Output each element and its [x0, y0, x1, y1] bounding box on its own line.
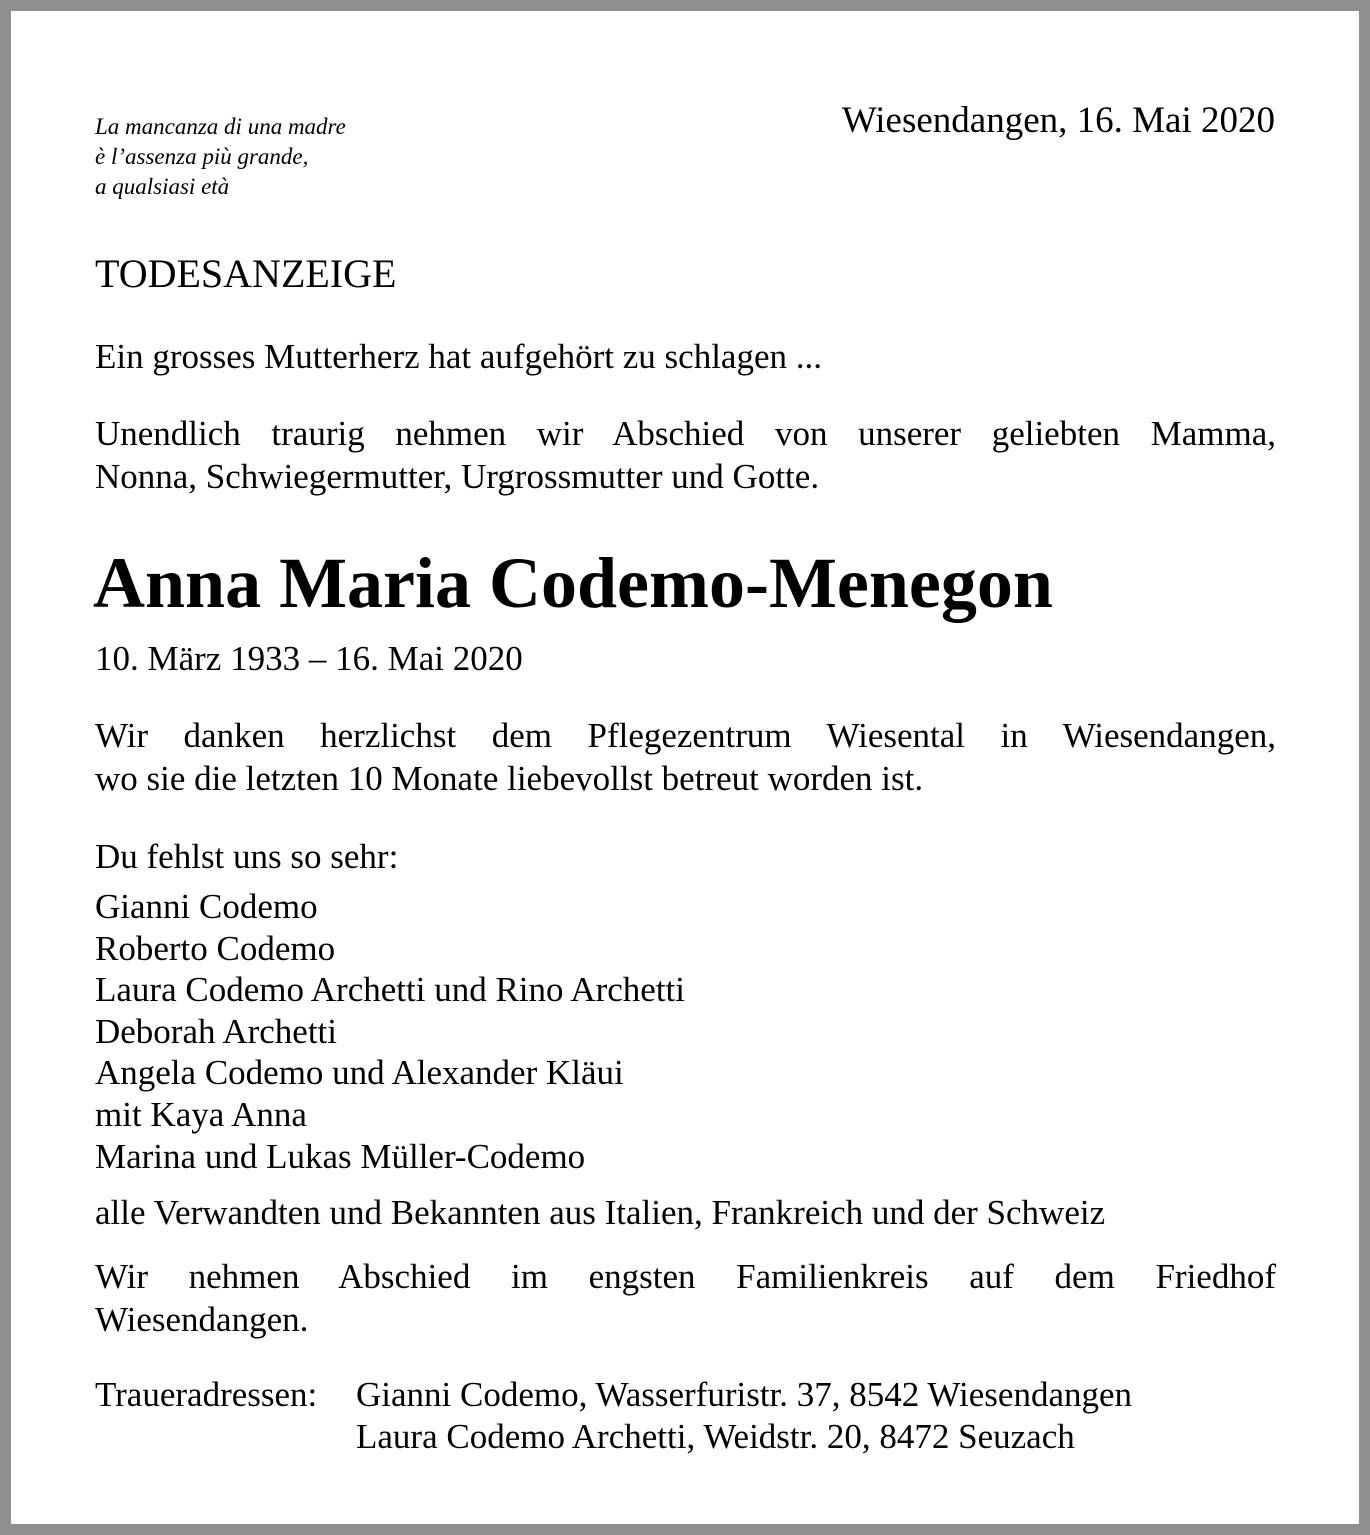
family-member: Laura Codemo Archetti und Rino Archetti [95, 970, 686, 1010]
relatives-line: alle Verwandten und Bekannten aus Italien, Frankreich und der Schweiz [95, 1193, 1106, 1232]
italian-motto [95, 112, 346, 202]
family-list [95, 886, 685, 1177]
family-member: Roberto Codemo [95, 928, 336, 968]
addresses-list [356, 1374, 1132, 1458]
family-member: Gianni Codemo [95, 887, 318, 926]
farewell-paragraph [95, 412, 1276, 498]
obituary-page [11, 11, 1359, 1524]
address-line: Gianni Codemo, Wasserfuristr. 37, 8542 Wiesendangen [356, 1375, 1133, 1414]
notice-heading: TODESANZEIGE [95, 251, 397, 296]
funeral-line: Wiesendangen. [95, 1300, 309, 1339]
funeral-paragraph [95, 1255, 1276, 1341]
family-member: mit Kaya Anna [95, 1094, 307, 1134]
farewell-line: Unendlich traurig nehmen wir Abschied von unserer geliebten Mamma, [95, 414, 1276, 453]
farewell-line: Nonna, Schwiegermutter, Urgrossmutter und Gotte. [95, 457, 820, 496]
address-line: Laura Codemo Archetti, Weidstr. 20, 8472 Seuzach [356, 1417, 1075, 1456]
life-dates: 10. März 1933 – 16. Mai 2020 [95, 639, 523, 678]
motto-line: La mancanza di una madre [95, 114, 346, 139]
thanks-paragraph [95, 714, 1276, 800]
thanks-line: wo sie die letzten 10 Monate liebevollst betreut worden ist. [95, 759, 924, 798]
thanks-line: Wir danken herzlichst dem Pflegezentrum Wiesental in Wiesendangen, [95, 716, 1276, 755]
motto-line: a qualsiasi età [95, 174, 230, 199]
place-date: Wiesendangen, 16. Mai 2020 [841, 100, 1275, 141]
deceased-name: Anna Maria Codemo-Menegon [93, 543, 1053, 623]
family-member: Angela Codemo und Alexander Kläui [95, 1053, 624, 1093]
addresses-label: Traueradressen: [95, 1375, 318, 1414]
missing-line: Du fehlst uns so sehr: [95, 837, 399, 876]
motto-line: è l’assenza più grande, [95, 144, 309, 169]
family-member: Deborah Archetti [95, 1011, 337, 1051]
family-member: Marina und Lukas Müller-Codemo [95, 1136, 586, 1176]
intro-line: Ein grosses Mutterherz hat aufgehört zu schlagen ... [95, 337, 822, 376]
funeral-line: Wir nehmen Abschied im engsten Familienkreis auf dem Friedhof [95, 1257, 1276, 1296]
